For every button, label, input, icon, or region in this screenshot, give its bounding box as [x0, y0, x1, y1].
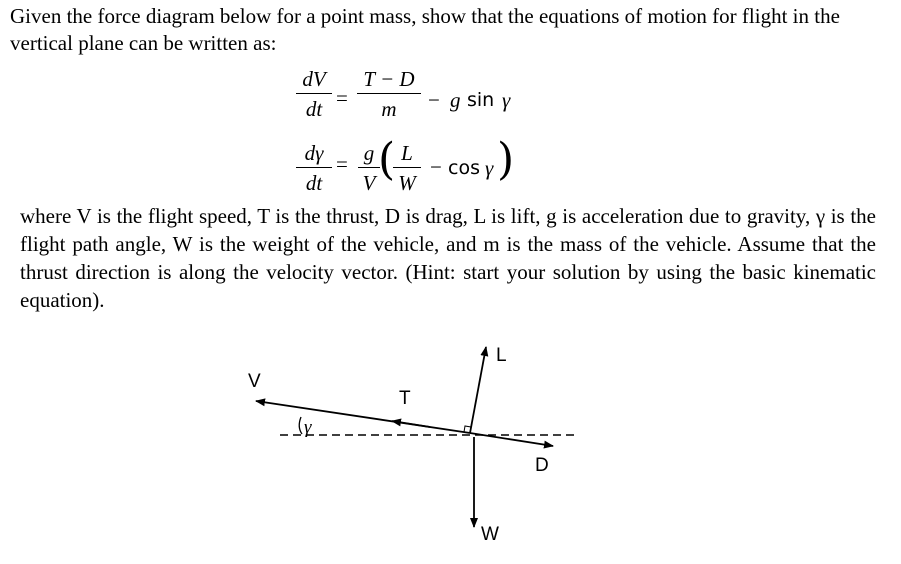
eq1-rhs-numerator: T − D — [363, 67, 415, 91]
intro-text: Given the force diagram below for a point mass, show that the equations of motion for flight in the vertical plane can be written as: — [10, 4, 840, 55]
eq1-sin: sin — [467, 89, 495, 111]
eq1-equals: = — [336, 86, 348, 110]
eq2-cos: cos — [448, 157, 480, 179]
velocity-vector-arrow — [256, 401, 470, 433]
eq2-lhs-denominator: dt — [305, 171, 323, 195]
label-d: D — [535, 455, 549, 476]
label-w: W — [481, 524, 499, 545]
eq1-g: g — [450, 88, 461, 112]
eq1-lhs-numerator: dV — [302, 67, 326, 91]
label-v: V — [248, 371, 261, 392]
eq2-coef-denominator: V — [362, 171, 376, 195]
eq2-inner-denominator: W — [398, 171, 416, 195]
eq2-inner-numerator: L — [401, 141, 413, 165]
eq2-equals: = — [336, 152, 348, 176]
gamma-angle-arc — [299, 417, 302, 434]
eq1-lhs-denominator: dt — [305, 97, 323, 121]
eq2-open-paren: ( — [378, 134, 396, 185]
eq1-rhs-denominator: m — [381, 97, 397, 121]
eq2-gamma: γ — [485, 156, 494, 180]
eq2-lhs-numerator: dγ — [304, 141, 324, 165]
eq2-coef-numerator: g — [363, 141, 375, 165]
eq2-close-paren: ) — [497, 134, 515, 185]
thrust-vector-arrow — [392, 421, 430, 427]
where-text: where V is the flight speed, T is the thrust, D is drag, L is lift, g is acceleration due to gravity, γ is the flight path angle, W is the weight of the vehicle, and m is the mass of the vehicle. Assume that the thrust direction is along the velocity vector. (Hint: start your solution by using the basic kinematic equation). — [20, 204, 876, 312]
eq2-minus: − — [430, 155, 442, 179]
label-gamma: γ — [304, 417, 312, 438]
lift-vector-arrow — [470, 347, 486, 433]
eq1-minus: − — [428, 88, 440, 112]
eq1-gamma: γ — [502, 88, 511, 112]
label-l: L — [496, 345, 507, 366]
label-t: T — [399, 388, 411, 409]
